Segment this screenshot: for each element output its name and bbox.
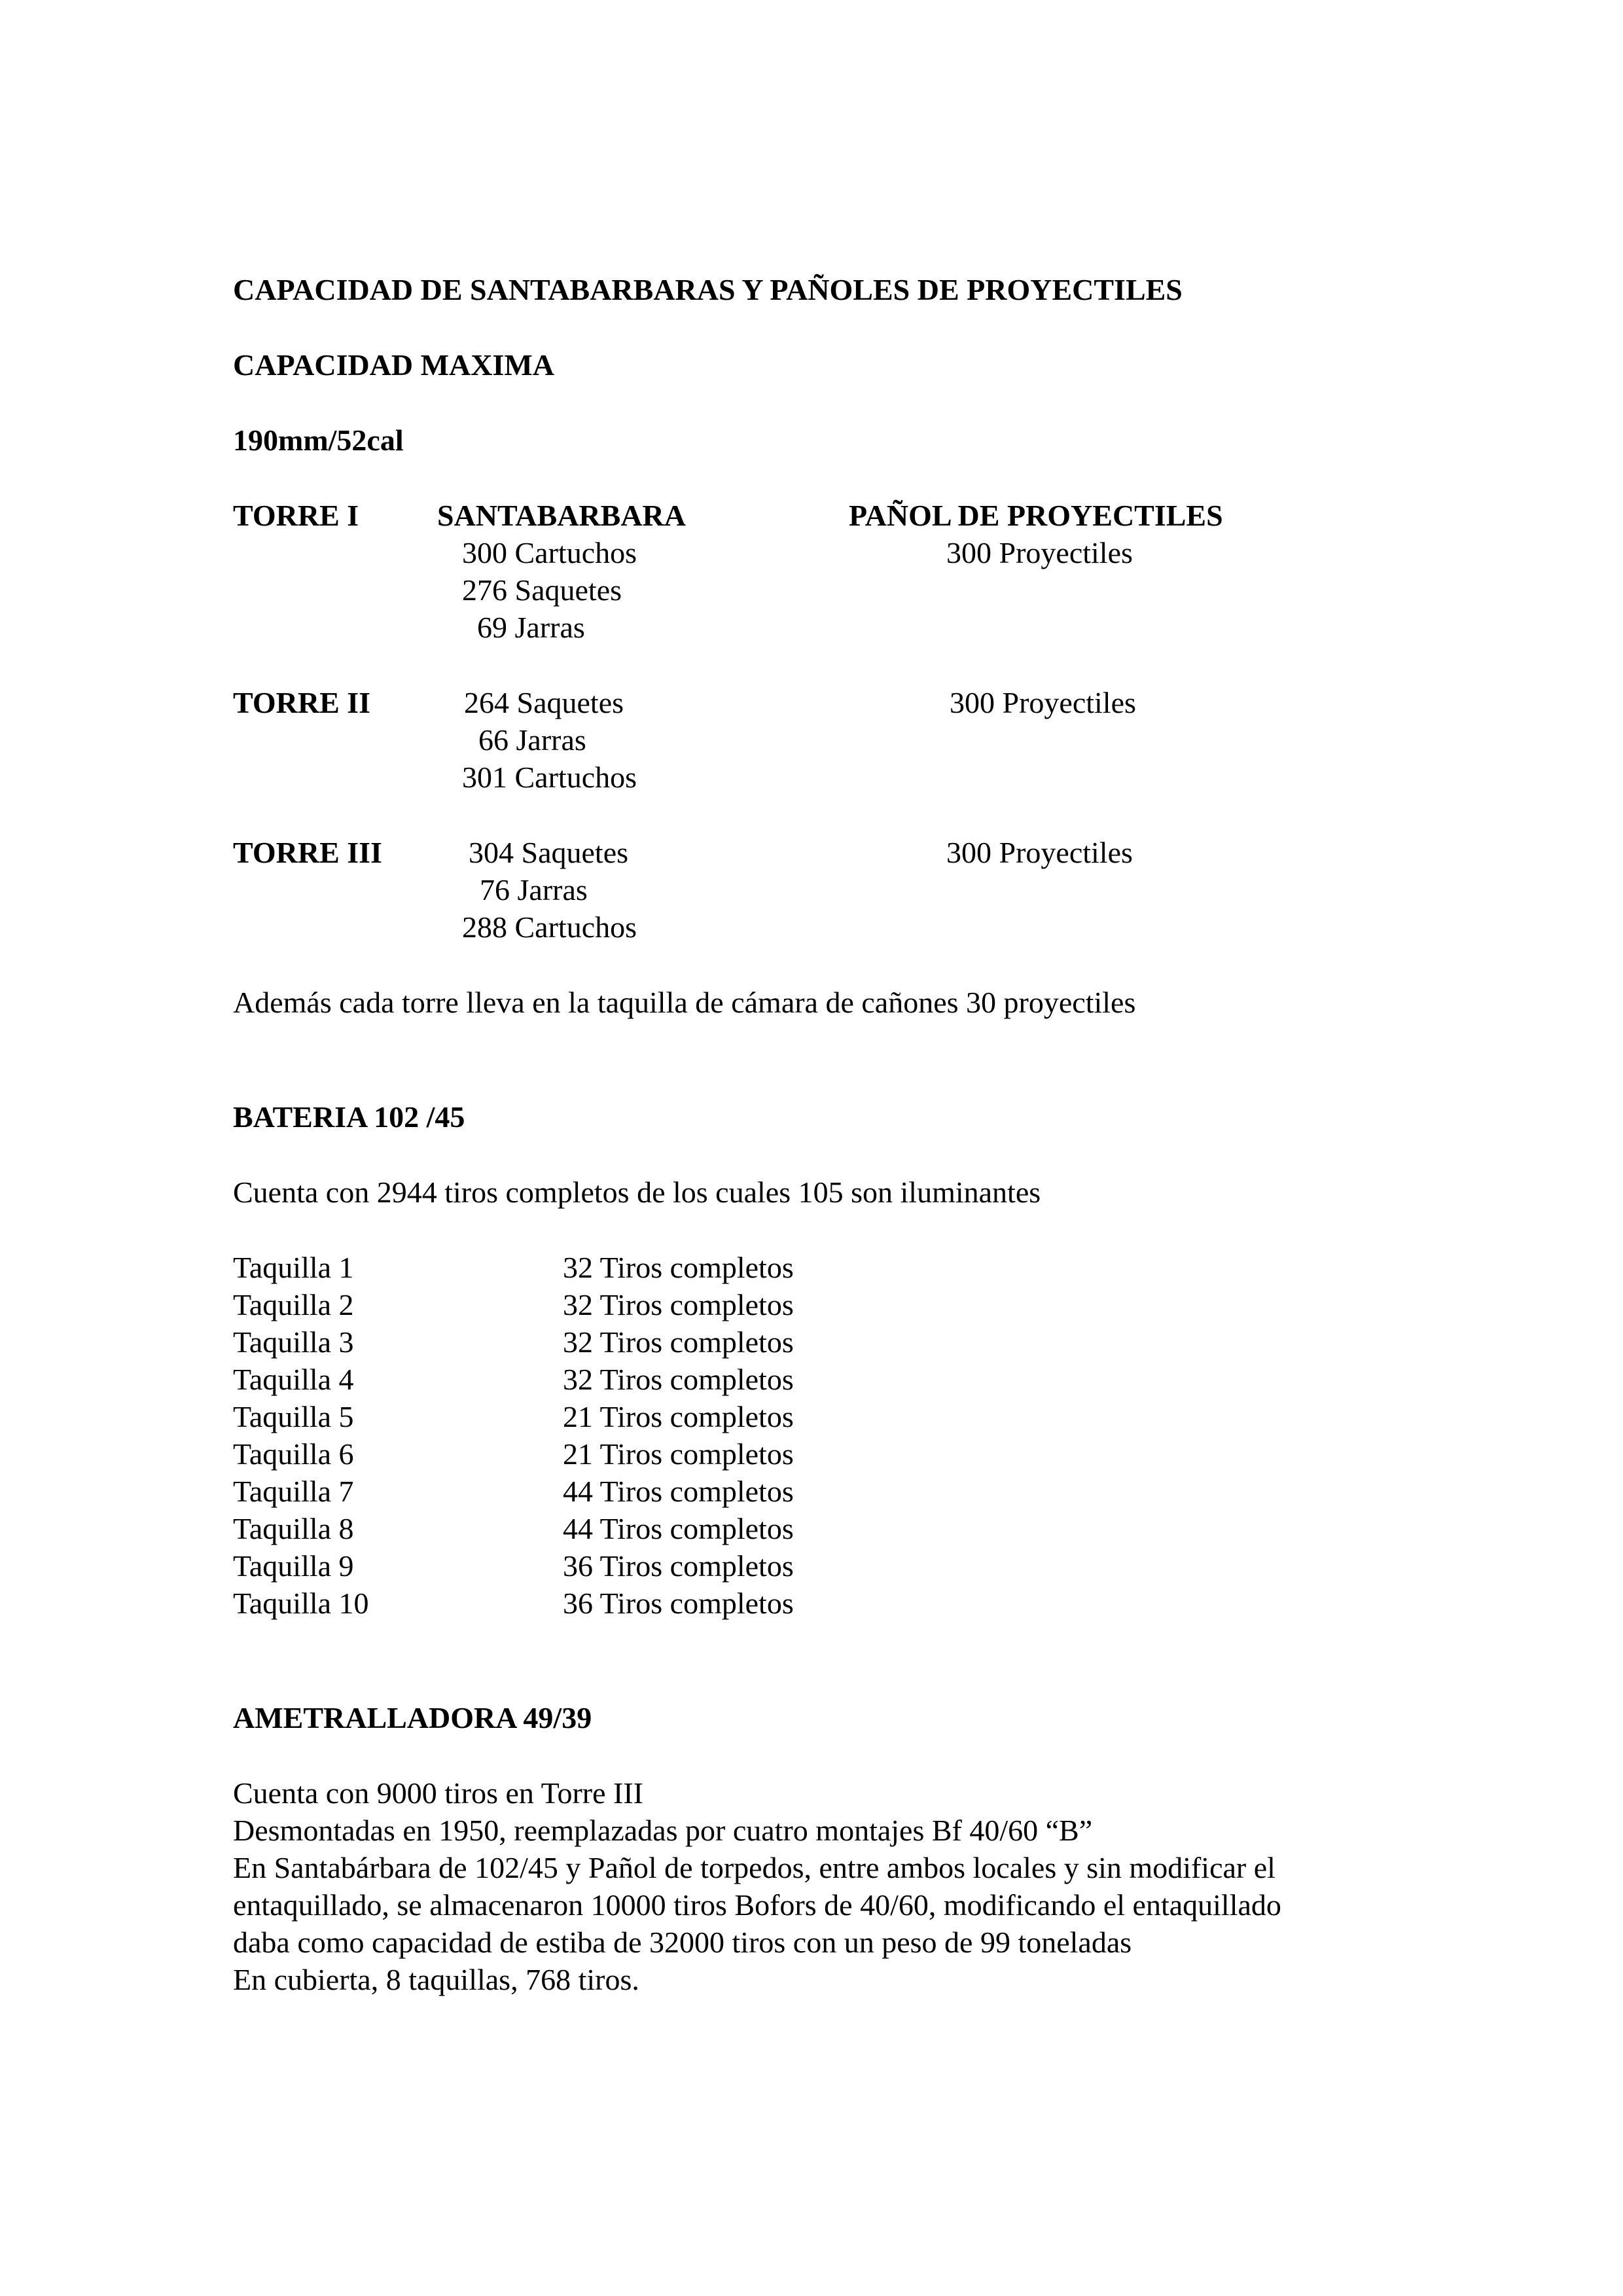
ametralladora-heading: AMETRALLADORA 49/39	[233, 1701, 592, 1734]
taquilla-value: 32 Tiros completos	[563, 1251, 794, 1284]
torre-3-item: 288 Cartuchos	[462, 910, 637, 944]
ametralladora-line: En Santabárbara de 102/45 y Pañol de torpedos, entre ambos locales y sin modificar el	[233, 1851, 1275, 1884]
ametralladora-line: Cuenta con 9000 tiros en Torre III	[233, 1776, 643, 1810]
page-title: CAPACIDAD DE SANTABARBARAS Y PAÑOLES DE PROYECTILES	[233, 273, 1183, 306]
taquilla-value: 21 Tiros completos	[563, 1437, 794, 1471]
taquilla-value: 44 Tiros completos	[563, 1512, 794, 1545]
taquilla-value: 44 Tiros completos	[563, 1475, 794, 1508]
santabarbara-header: SANTABARBARA	[437, 499, 686, 532]
torre-2-item: 66 Jarras	[478, 723, 586, 757]
taquilla-label: Taquilla 5	[233, 1400, 354, 1433]
torre-3-proyectiles: 300 Proyectiles	[946, 836, 1133, 869]
taquilla-value: 21 Tiros completos	[563, 1400, 794, 1433]
bateria-heading: BATERIA 102 /45	[233, 1100, 465, 1134]
torre-1-label: TORRE I	[233, 499, 359, 532]
taquilla-value: 32 Tiros completos	[563, 1363, 794, 1396]
ametralladora-line: Desmontadas en 1950, reemplazadas por cuatro montajes Bf 40/60 “B”	[233, 1814, 1093, 1847]
ametralladora-line: En cubierta, 8 taquillas, 768 tiros.	[233, 1963, 639, 1996]
taquilla-label: Taquilla 6	[233, 1437, 354, 1471]
taquilla-label: Taquilla 3	[233, 1325, 354, 1359]
torres-note: Además cada torre lleva en la taquilla de cámara de cañones 30 proyectiles	[233, 986, 1136, 1019]
bateria-summary: Cuenta con 2944 tiros completos de los cuales 105 son iluminantes	[233, 1175, 1041, 1209]
taquilla-value: 36 Tiros completos	[563, 1587, 794, 1620]
ametralladora-line: daba como capacidad de estiba de 32000 tiros con un peso de 99 toneladas	[233, 1926, 1132, 1959]
torre-2-item: 264 Saquetes	[464, 686, 624, 719]
taquilla-label: Taquilla 4	[233, 1363, 354, 1396]
torre-3-label: TORRE III	[233, 836, 382, 869]
torre-3-item: 76 Jarras	[480, 873, 588, 906]
caliber-heading: 190mm/52cal	[233, 423, 404, 457]
taquilla-value: 32 Tiros completos	[563, 1288, 794, 1321]
torre-3-item: 304 Saquetes	[469, 836, 629, 869]
taquilla-value: 36 Tiros completos	[563, 1549, 794, 1583]
torre-2-item: 301 Cartuchos	[462, 761, 637, 794]
torre-1-item: 300 Cartuchos	[462, 536, 637, 569]
ametralladora-line: entaquillado, se almacenaron 10000 tiros Bofors de 40/60, modificando el entaquillado	[233, 1888, 1281, 1922]
torre-2-label: TORRE II	[233, 686, 371, 719]
taquilla-label: Taquilla 9	[233, 1549, 354, 1583]
torre-1-proyectiles: 300 Proyectiles	[946, 536, 1133, 569]
taquilla-label: Taquilla 8	[233, 1512, 354, 1545]
torre-2-proyectiles: 300 Proyectiles	[950, 686, 1136, 719]
taquilla-label: Taquilla 10	[233, 1587, 369, 1620]
taquilla-label: Taquilla 1	[233, 1251, 354, 1284]
panol-header: PAÑOL DE PROYECTILES	[849, 499, 1223, 532]
torre-1-item: 276 Saquetes	[462, 573, 622, 607]
taquilla-label: Taquilla 7	[233, 1475, 354, 1508]
taquilla-value: 32 Tiros completos	[563, 1325, 794, 1359]
taquilla-label: Taquilla 2	[233, 1288, 354, 1321]
torre-1-item: 69 Jarras	[477, 611, 585, 644]
section-subtitle: CAPACIDAD MAXIMA	[233, 348, 555, 382]
